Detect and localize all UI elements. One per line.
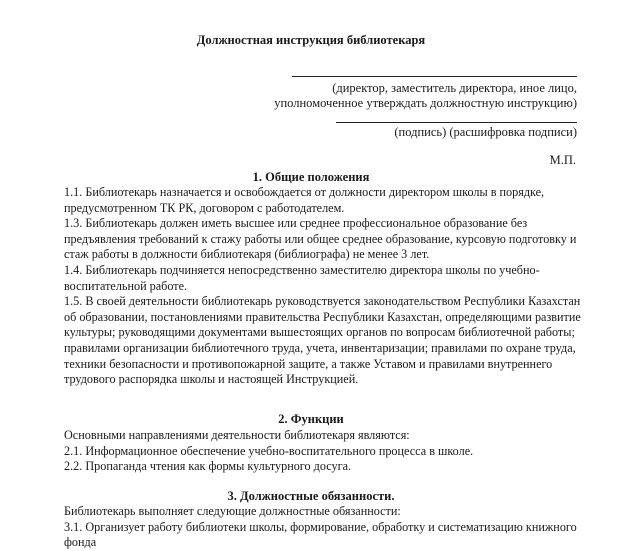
paragraph: 1.1. Библиотекарь назначается и освобождается от должности директором школы в порядке, предусмотренном ТК РК, договором с работодателем. [64,185,545,215]
paragraph: 1.5. В своей деятельности библиотекарь руководствуется законодательством Республики Казахстан об образовании, постановлениями правительства Республики Казахстан, определяющими развитие культуры; руководящими документами вышестоящих органов по вопросам библиотечной работы; правилами организации библиотечного труда, учета, инвентаризации; правилами по охране труда, техники безопасности и противопожарной защите, а также Уставом и правилами внутреннего трудового распорядка школы и настоящей Инструкцией. [64,294,581,387]
paragraph: 2.1. Информационное обеспечение учебно-воспитательного процесса в школе. [64,443,474,458]
document-title: Должностная инструкция библиотекаря [196,33,426,47]
section-2-body [64,428,584,475]
seal-label: М.П. [549,153,576,167]
approver-signature-line [292,76,577,77]
section-1-body [64,185,584,388]
paragraph: 1.3. Библиотекарь должен иметь высшее или среднее профессиональное образование без предъявления требований к стажу работы или общее среднее образование, курсовую подготовку и стаж работы в должности библиотекаря (библиографа) не менее 3 лет. [64,216,577,262]
paragraph: 3.1. Организует работу библиотеки школы, формирование, обработку и систематизацию книжного фонда [64,519,577,550]
section-2-title: 2. Функции [278,412,344,426]
signature-line [336,122,577,123]
paragraph: Библиотекарь выполняет следующие должностные обязанности: [64,504,401,518]
section-3-body [64,504,584,550]
paragraph: Основными направлениями деятельности библиотекаря являются: [64,428,410,442]
signature-caption: (подпись) (расшифровка подписи) [394,125,577,139]
paragraph: 2.2. Пропаганда чтения как формы культурного досуга. [64,459,352,474]
approver-caption-line1: (директор, заместитель директора, иное лицо, [332,81,577,95]
section-3-title: 3. Должностные обязанности. [227,489,395,503]
section-1-title: 1. Общие положения [252,170,370,184]
approver-caption-line2: уполномоченное утверждать должностную инструкцию) [274,96,577,110]
paragraph: 1.4. Библиотекарь подчиняется непосредственно заместителю директора школы по учебно-воспитательной работе. [64,262,540,293]
